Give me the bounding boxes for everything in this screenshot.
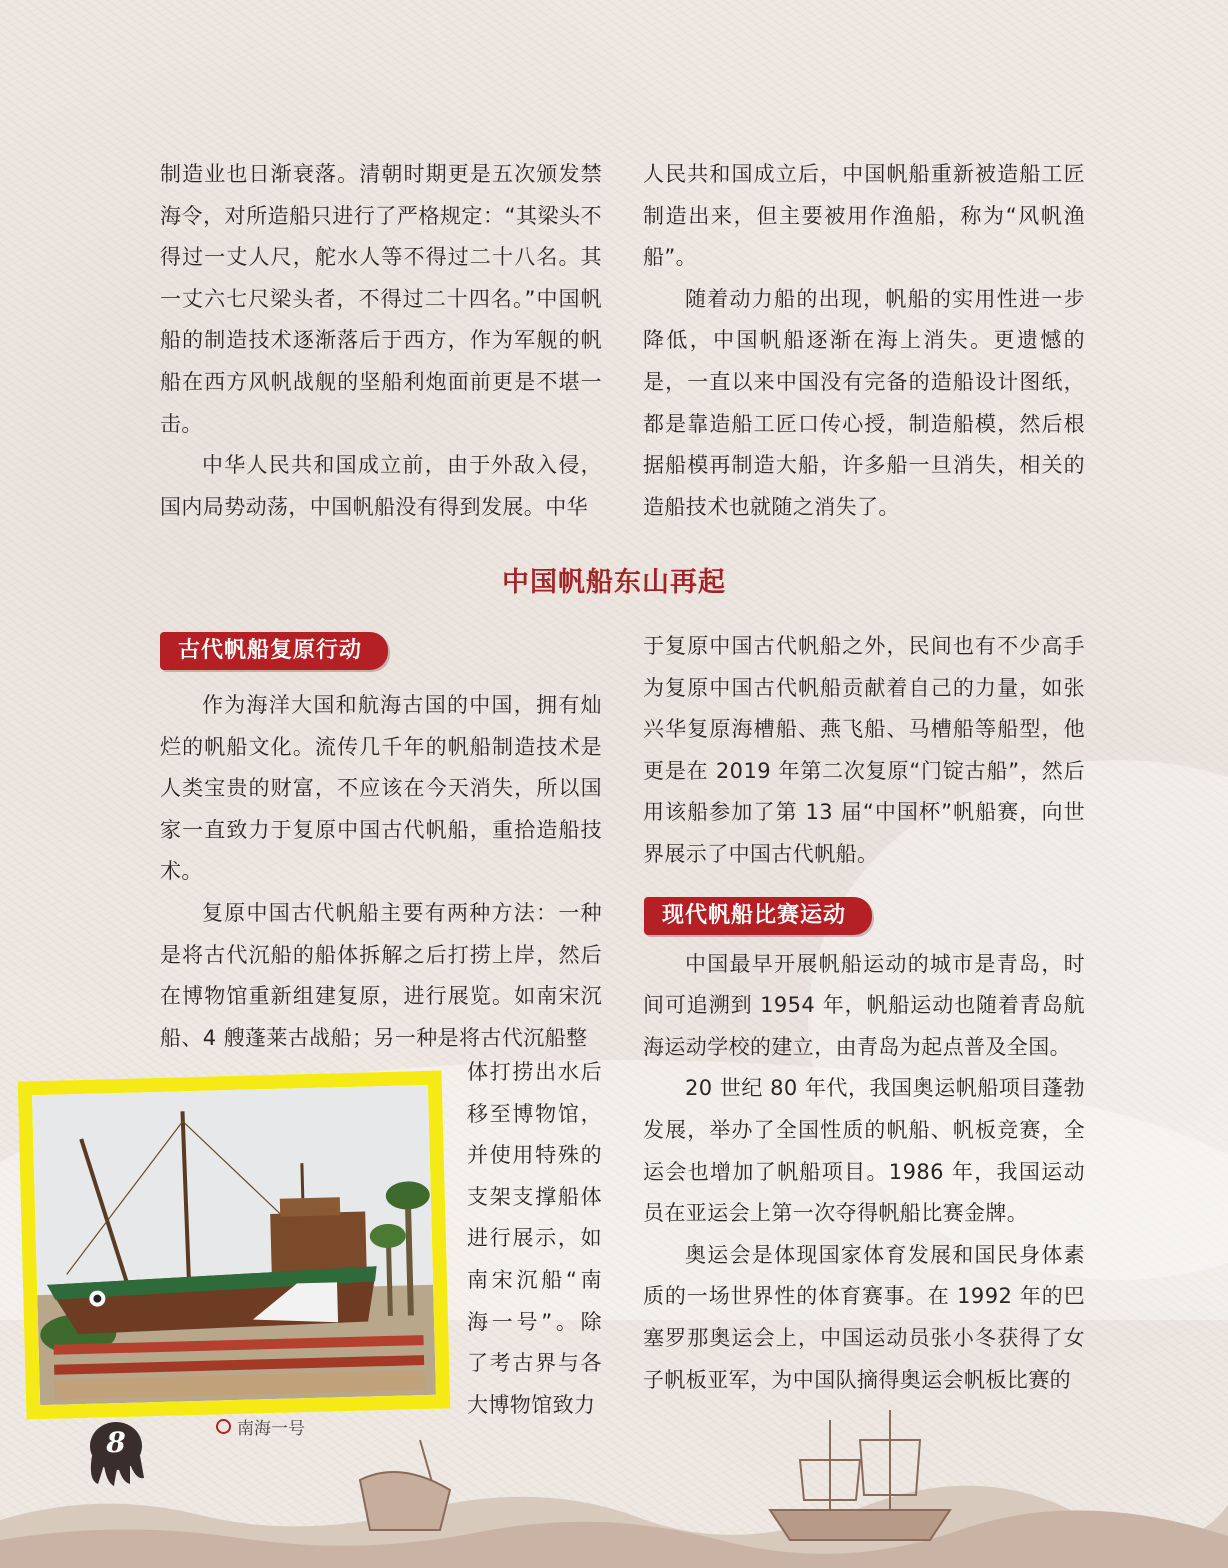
paragraph: 中华人民共和国成立前，由于外敌入侵，国内局势动荡，中国帆船没有得到发展。中华: [160, 453, 602, 519]
paragraph: 人民共和国成立后，中国帆船重新被造船工匠制造出来，但主要被用作渔船，称为“风帆渔船”。: [643, 162, 1085, 270]
paragraph: 随着动力船的出现，帆船的实用性进一步降低，中国帆船逐渐在海上消失。更遗憾的是，一直以来中国没有完备的造船设计图纸，都是靠造船工匠口传心授，制造船模，然后根据船模再制造大船，许多船一旦消失，相关的造船技术也就随之消失了。: [643, 286, 1085, 519]
paragraph: 作为海洋大国和航海古国的中国，拥有灿烂的帆船文化。流传几千年的帆船制造技术是人类宝贵的财富，不应该在今天消失，所以国家一直致力于复原中国古代帆船，重拾造船技术。: [160, 693, 602, 884]
wrapped-text-column: [467, 1052, 602, 1426]
ship-photo: [18, 1071, 451, 1420]
subsection-tag-modern-racing: 现代帆船比赛运动: [644, 897, 872, 935]
paragraph: 于复原中国古代帆船之外，民间也有不少高手为复原中国古代帆船贡献着自己的力量，如张兴华复原海槽船、燕飞船、马槽船等船型，他更是在 2019 年第二次复原“门锭古船”，然后用该船参加了第 13 届“中国杯”帆船赛，向世界展示了中国古代帆船。: [643, 634, 1085, 866]
section-title: 中国帆船东山再起: [502, 567, 726, 598]
engraving-illustration: [0, 1400, 1228, 1568]
bottom-left-column: [160, 685, 602, 1059]
bottom-right-column: [643, 626, 1085, 1401]
page-number-badge: [84, 1420, 148, 1492]
paragraph: 复原中国古代帆船主要有两种方法：一种是将古代沉船的船体拆解之后打捞上岸，然后在博物馆重新组建复原，进行展览。如南宋沉船、4 艘蓬莱古战船；另一种是将古代沉船整: [160, 900, 602, 1050]
bottom-ship-engraving: [0, 1400, 1228, 1568]
top-right-column: [643, 154, 1085, 528]
ship-illustration: [32, 1085, 436, 1405]
top-left-column: [160, 154, 602, 528]
paragraph: 体打捞出水后移至博物馆，并使用特殊的支架支撑船体进行展示，如南宋沉船“南海一号”。除了考古界与各大博物馆致力: [467, 1060, 602, 1417]
paragraph: 制造业也日渐衰落。清朝时期更是五次颁发禁海令，对所造船只进行了严格规定：“其梁头不得过一丈人尺，舵水人等不得过二十八名。其一丈六七尺梁头者，不得过二十四名。”中国帆船的制造技术逐渐落后于西方，作为军舰的帆船在西方风帆战舰的坚船利炮面前更是不堪一击。: [160, 162, 602, 436]
paragraph: 奥运会是体现国家体育发展和国民身体素质的一场世界性的体育赛事。在 1992 年的巴塞罗那奥运会上，中国运动员张小冬获得了女子帆板亚军，为中国队摘得奥运会帆板比赛的: [643, 1242, 1085, 1392]
paragraph: 中国最早开展帆船运动的城市是青岛，时间可追溯到 1954 年，帆船运动也随着青岛航海运动学校的建立，由青岛为起点普及全国。: [643, 951, 1085, 1059]
subsection-tag-restoration: 古代帆船复原行动: [160, 632, 388, 670]
page-number: 8: [106, 1426, 126, 1459]
caption-text: 南海一号: [237, 1419, 305, 1439]
paragraph: 20 世纪 80 年代，我国奥运帆船项目蓬勃发展，举办了全国性质的帆船、帆板竞赛，全运会也增加了帆船项目。1986 年，我国运动员在亚运会上第一次夺得帆船比赛金牌。: [643, 1076, 1085, 1226]
